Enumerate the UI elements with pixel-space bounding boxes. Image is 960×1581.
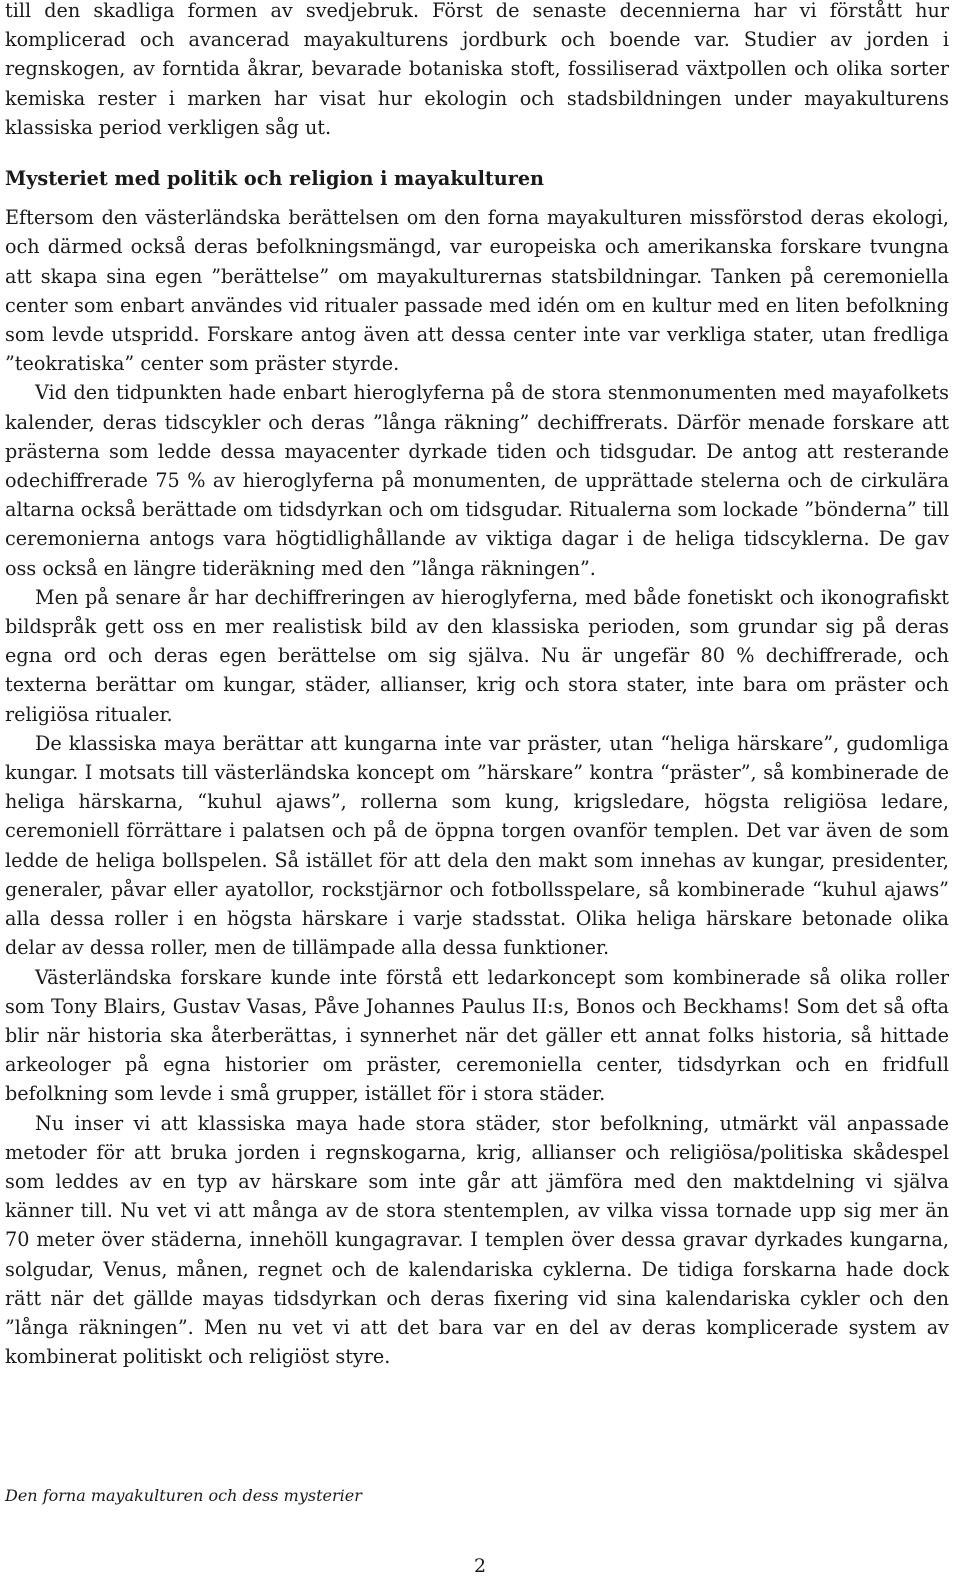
- body-paragraph-6: Nu inser vi att klassiska maya hade stora städer, stor befolkning, utmärkt väl anpassade metoder för att bruka jorden i regnskogarna, krig, allianser och religiösa/politiska skådespel som leddes av en typ av härskare som inte går att jämföra med den maktdelning vi själva känner till. Nu vet vi att många av de stora stentemplen, av vilka vissa tornade upp sig mer än 70 meter över städerna, innehöll kungagravar. I templen över dessa gravar dyrkades kungarna, solgudar, Venus, månen, regnet och de kalendariska cyklerna. De tidiga forskarna hade dock rätt när det gällde mayas tidsdyrkan och deras fixering vid sina kalendariska cykler och den ”långa räkningen”. Men nu vet vi att det bara var en del av deras komplicerade system av kombinerat politiskt och religiöst styre.: [5, 1111, 949, 1369]
- body-paragraph-2: Vid den tidpunkten hade enbart hieroglyferna på de stora stenmonumenten med mayafolkets kalender, deras tidscykler och deras ”långa räkning” dechiffrerats. Därför menade forskare att prästerna som ledde dessa mayacenter dyrkade tiden och tidsgudar. De antog att resterande odechiffrerade 75 % av hieroglyferna på monumenten, de upprättade stelerna och de cirkulära altarna också berättade om tidsdyrkan och om tidsgudar. Ritualerna som lockade ”bönderna” till ceremonierna antogs vara högtidlighållande av viktiga dagar i de heliga tidscyklerna. De gav oss också en längre tideräkning med den ”långa räkningen”.: [5, 381, 950, 580]
- body-paragraph-5: Västerländska forskare kunde inte förstå ett ledarkoncept som kombinerade så olika roller som Tony Blairs, Gustav Vasas, Påve Johannes Paulus II:s, Bonos och Beckhams! Som det så ofta blir när historia ska återberättas, i synnerhet när det gäller ett annat folks historia, så hittade arkeologer på egna historier om präster, ceremoniella center, tidsdyrkan och en fridfull befolkning som levde i små grupper, istället för i stora städer.: [5, 965, 949, 1106]
- body-paragraph-4: De klassiska maya berättar att kungarna inte var präster, utan “heliga härskare”, gudomliga kungar. I motsats till västerländska koncept om ”härskare” kontra “präster”, så kombinerade de heliga härskarna, “kuhul ajaws”, rollerna som kung, krigsledare, högsta religiösa ledare, ceremoniell förrättare i palatsen och på de öppna torgen ovanför templen. Det var även de som ledde de heliga bollspelen. Så istället för att dela den makt som innehas av kungar, presidenter, generaler, påvar eller ayatollor, rockstjärnor och fotbollsspelare, så kombinerade “kuhul ajaws” alla dessa roller i en högsta härskare i varje stadsstat. Olika heliga härskare betonade olika delar av dessa roller, men de tillämpade alla dessa funktioner.: [5, 731, 949, 960]
- intro-paragraph: till den skadliga formen av svedjebruk. Först de senaste decennierna har vi förstått hur komplicerad och avancerad mayakulturens jordburk och boende var. Studier av jorden i regnskogen, av forntida åkrar, bevarade botaniska stoft, fossiliserad växtpollen och olika sorter kemiska rester i marken har visat hur ekologin och stadsbildningen under mayakulturens klassiska period verkligen såg ut.: [5, 0, 949, 139]
- body-paragraph-1: Eftersom den västerländska berättelsen om den forna mayakulturen missförstod deras ekologi, och därmed också deras befolkningsmängd, var europeiska och amerikanska forskare tvungna att skapa sina egen ”berättelse” om mayakulturernas statsbildningar. Tanken på ceremoniella center som enbart användes vid ritualer passade med idén om en kultur med en liten befolkning som levde utspridd. Forskare antog även att dessa center inte var verkliga stater, utan fredliga ”teokratiska” center som präster styrde.: [5, 206, 949, 376]
- page-number: 2: [473, 1555, 487, 1577]
- running-footer-title: Den forna mayakulturen och dess mysterier: [5, 1486, 362, 1505]
- body-paragraph-3: Men på senare år har dechiffreringen av hieroglyferna, med både fonetiskt och ikonografiskt bildspråk gett oss en mer realistisk bild av den klassiska perioden, som grundar sig på deras egna ord och deras egen berättelse om sig själva. Nu är ungefär 80 % dechiffrerade, och texterna berättar om kungar, städer, allianser, krig och stora stater, inte bara om präster och religiösa ritualer.: [5, 585, 949, 726]
- section-heading: Mysteriet med politik och religion i mayakulturen: [5, 167, 544, 191]
